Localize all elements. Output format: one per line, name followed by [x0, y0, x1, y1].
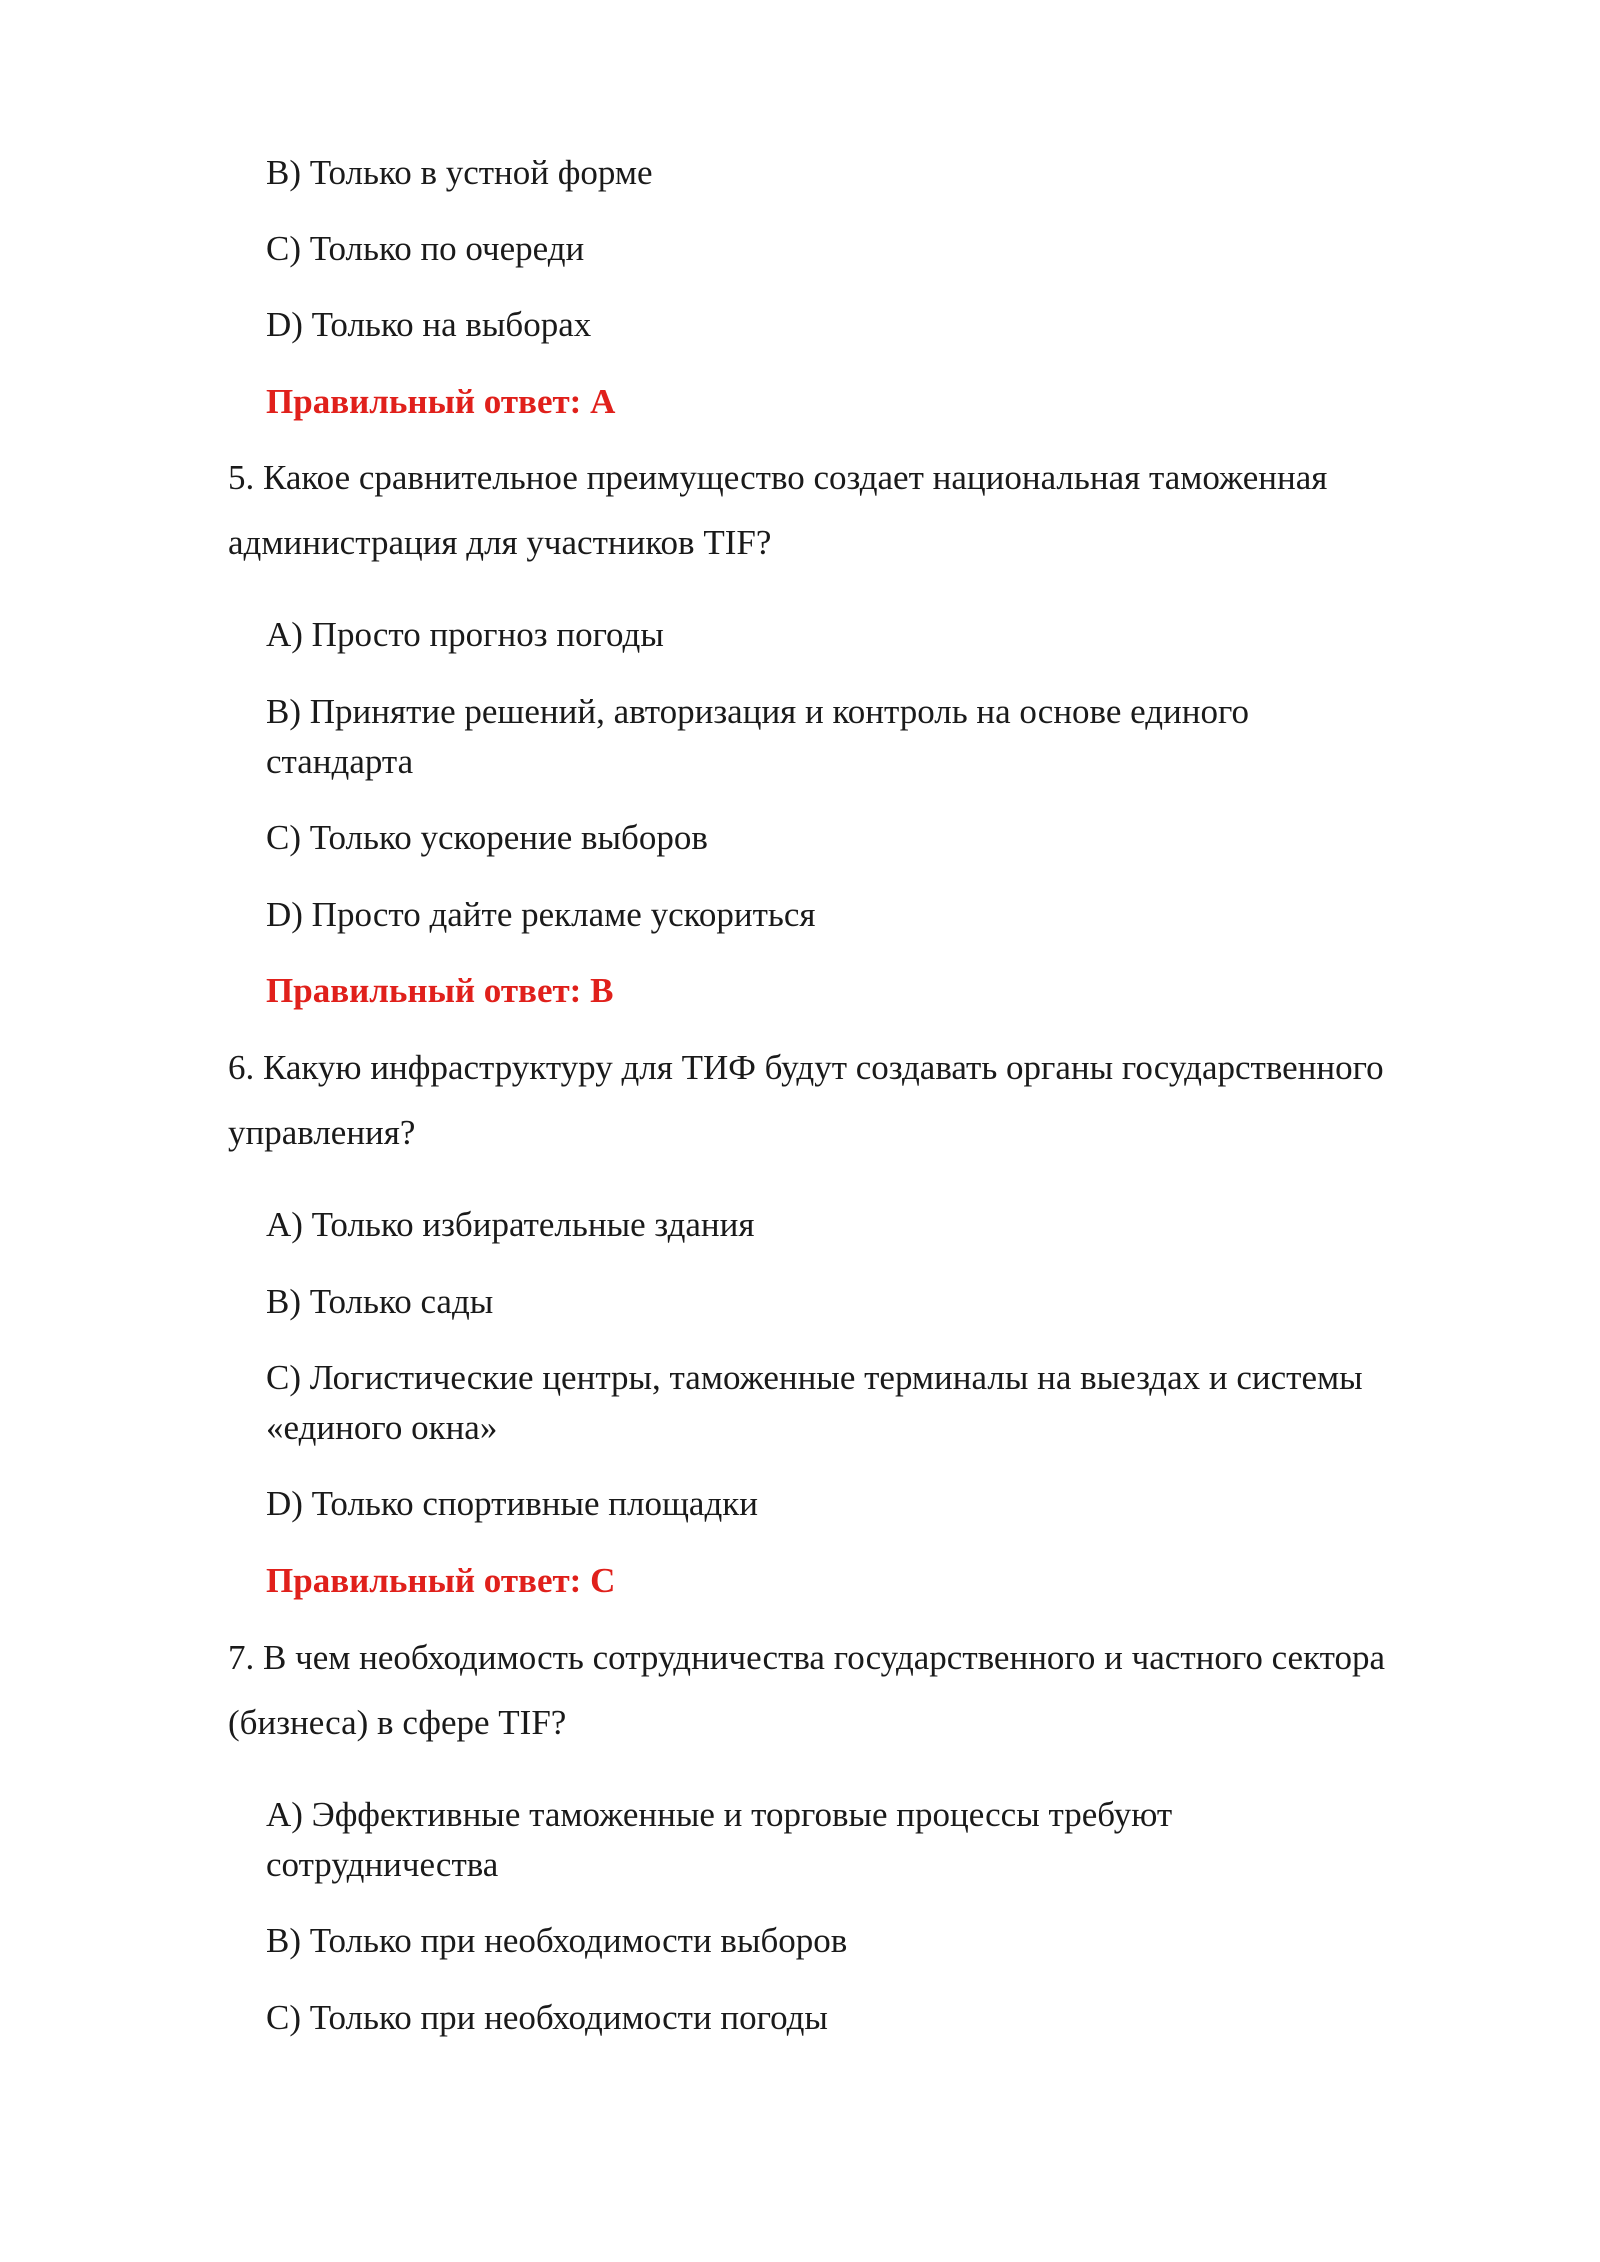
- question-7-line-2: (бизнеса) в сфере TIF?: [228, 1703, 567, 1742]
- question-5-option-d: D) Просто дайте рекламе ускориться: [266, 895, 816, 934]
- option-b-prev: B) Только в устной форме: [266, 153, 653, 192]
- option-d-prev: D) Только на выборах: [266, 305, 592, 344]
- question-5-line-2: администрация для участников TIF?: [228, 523, 772, 562]
- question-7-option-a-line-2: сотрудничества: [266, 1845, 499, 1884]
- option-c-prev: C) Только по очереди: [266, 229, 585, 268]
- question-7-option-a-line-1: A) Эффективные таможенные и торговые процессы требуют: [266, 1795, 1173, 1834]
- answer-prev: Правильный ответ: A: [266, 382, 616, 421]
- question-6-option-a: A) Только избирательные здания: [266, 1205, 755, 1244]
- question-6-line-2: управления?: [228, 1113, 416, 1152]
- question-6-option-c-line-1: C) Логистические центры, таможенные терминалы на выездах и системы: [266, 1358, 1363, 1397]
- question-6-option-b: B) Только сады: [266, 1282, 494, 1321]
- question-5-option-a: A) Просто прогноз погоды: [266, 615, 664, 654]
- question-5-line-1: 5. Какое сравнительное преимущество создает национальная таможенная: [228, 458, 1328, 497]
- question-6-option-c-line-2: «единого окна»: [266, 1408, 498, 1447]
- question-5-option-b-line-1: B) Принятие решений, авторизация и контроль на основе единого: [266, 692, 1249, 731]
- question-6-line-1: 6. Какую инфраструктуру для ТИФ будут создавать органы государственного: [228, 1048, 1384, 1087]
- question-7-option-b: B) Только при необходимости выборов: [266, 1921, 848, 1960]
- question-5-option-b-line-2: стандарта: [266, 742, 414, 781]
- question-7-line-1: 7. В чем необходимость сотрудничества государственного и частного сектора: [228, 1638, 1385, 1677]
- question-5-answer: Правильный ответ: B: [266, 971, 614, 1010]
- question-6-answer: Правильный ответ: C: [266, 1561, 616, 1600]
- question-5-option-c: C) Только ускорение выборов: [266, 818, 708, 857]
- question-6-option-d: D) Только спортивные площадки: [266, 1484, 758, 1523]
- question-7-option-c: C) Только при необходимости погоды: [266, 1998, 828, 2037]
